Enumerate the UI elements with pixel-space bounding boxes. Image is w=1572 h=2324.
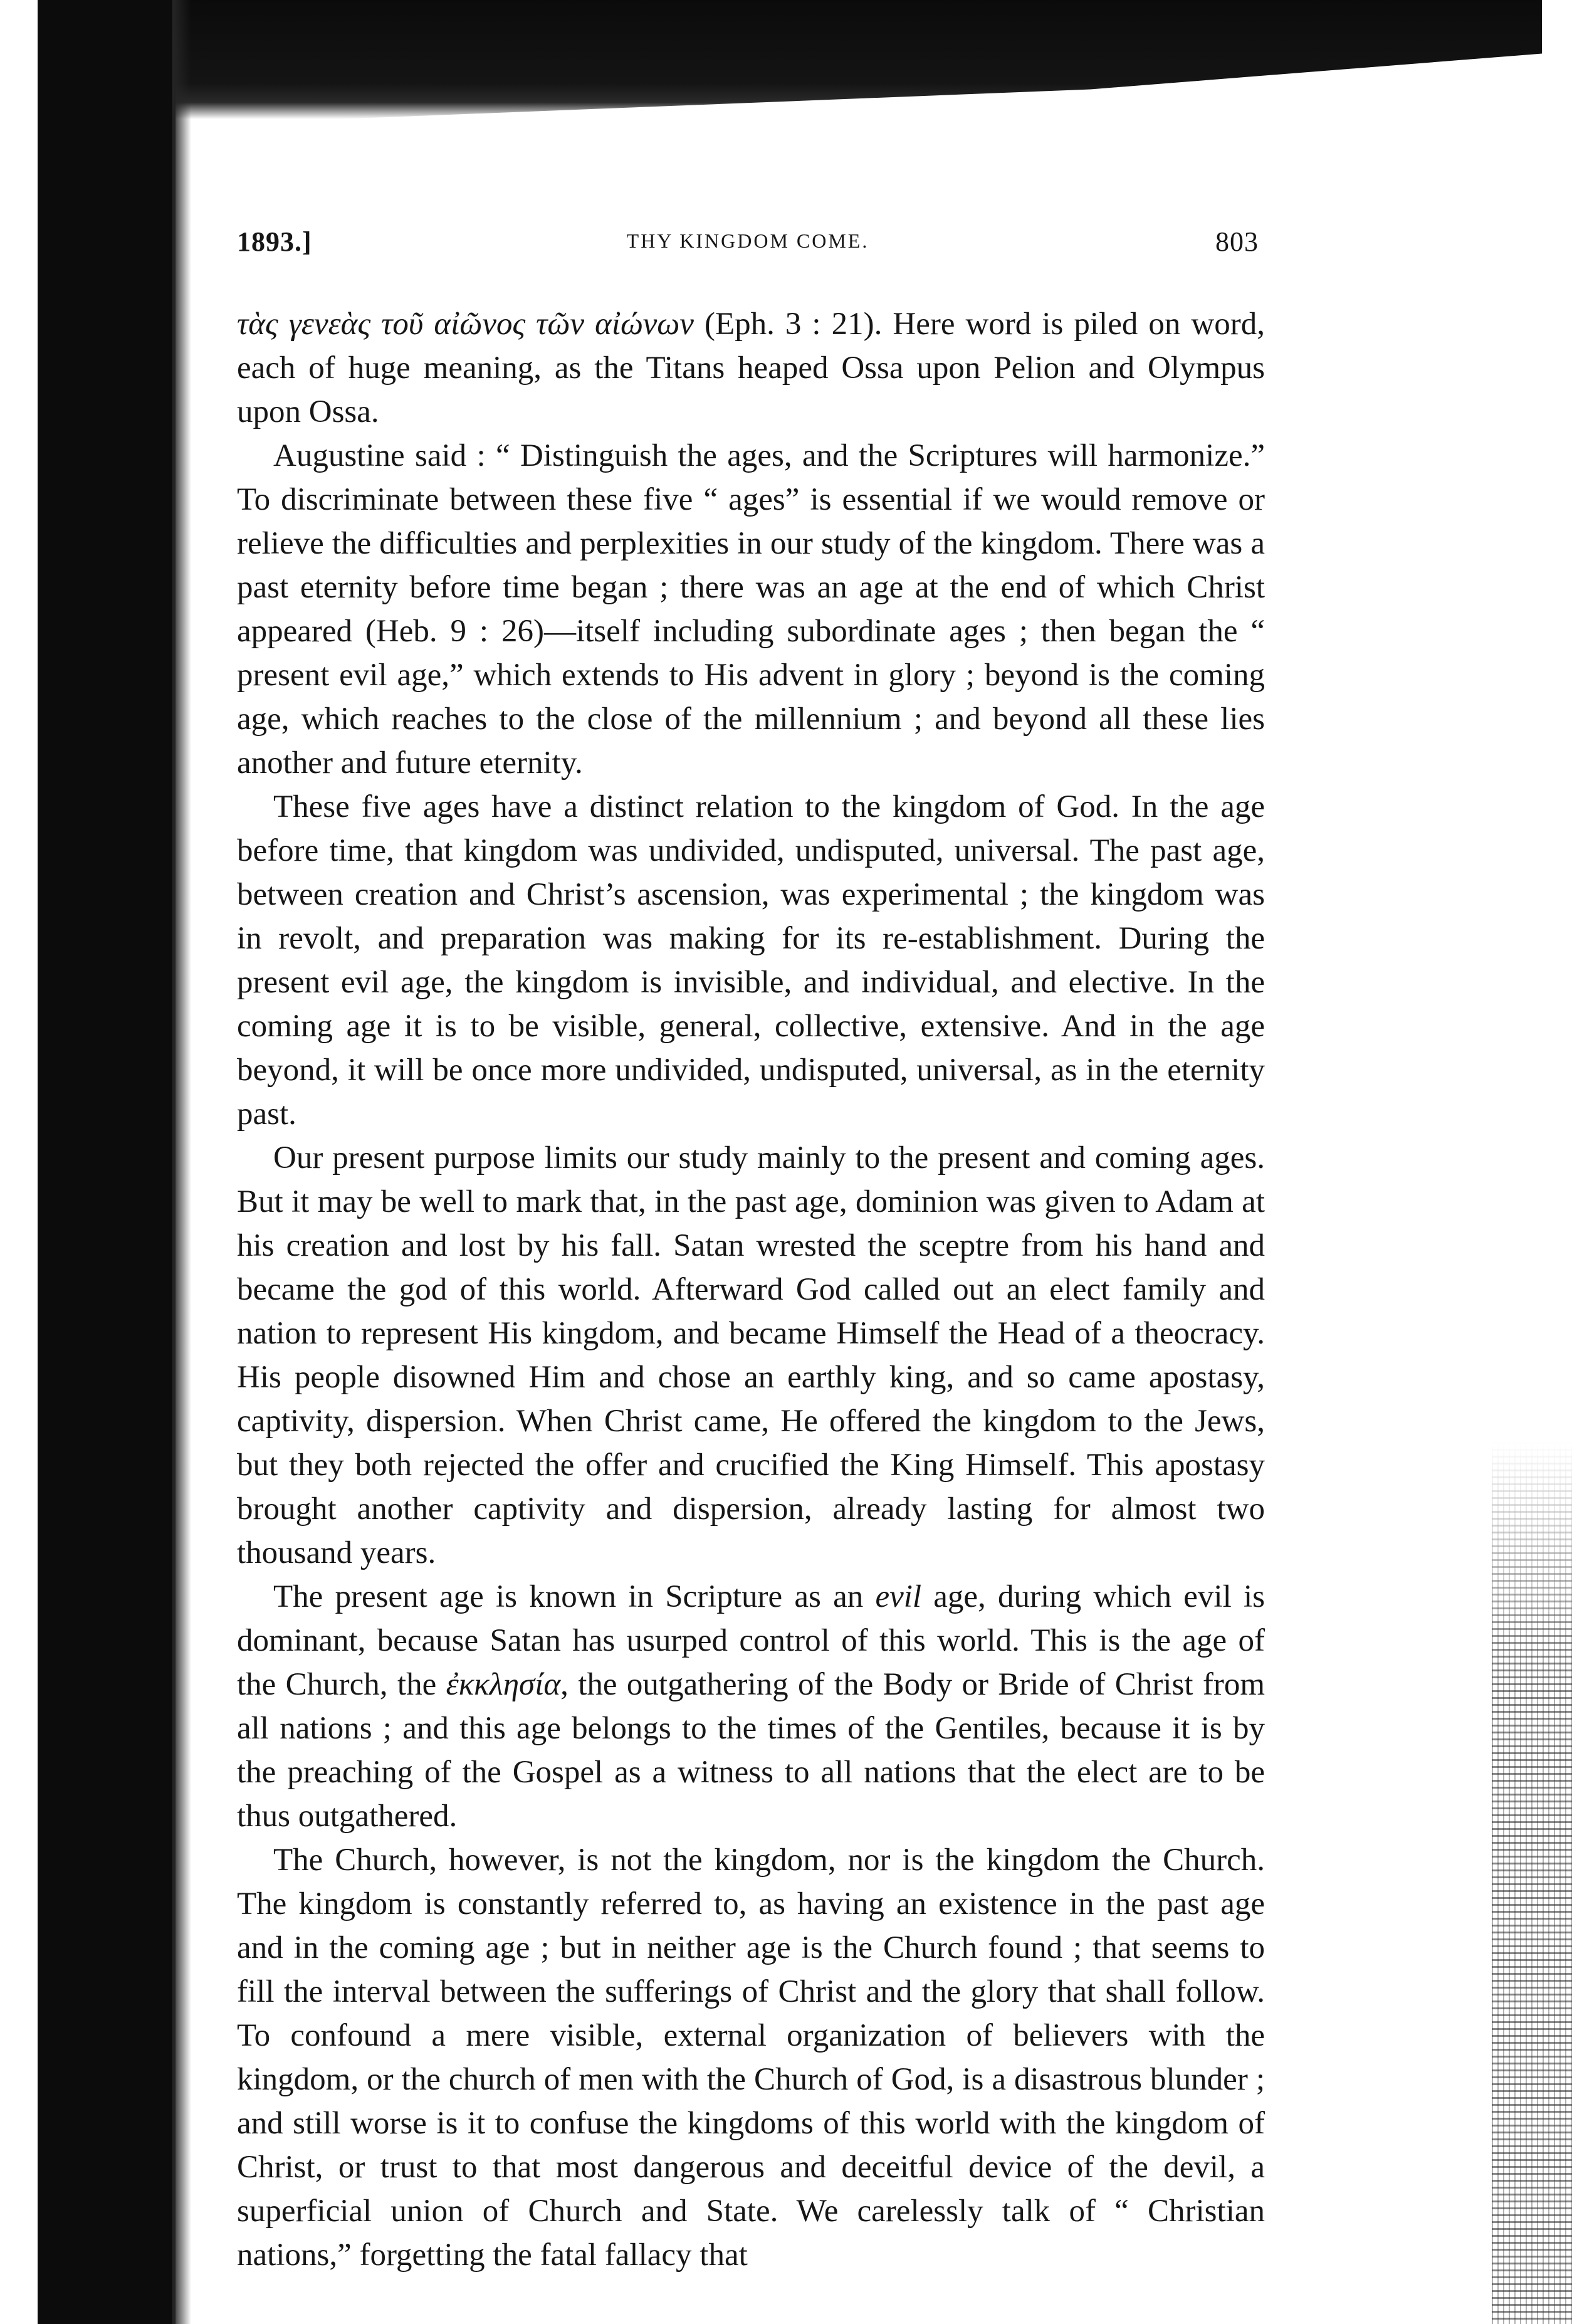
running-head	[237, 226, 1259, 270]
page-body	[237, 302, 1265, 2277]
paragraph-text: (Eph. 3 : 21). Here word is piled on word, each of huge meaning, as the Titans heaped Ossa upon Pelion and Olympus upon Ossa.	[237, 307, 1265, 429]
paragraph	[237, 434, 1265, 785]
scan-border-left-fade	[172, 0, 191, 2324]
paragraph	[237, 1575, 1265, 1838]
scan-edge-right	[1492, 1442, 1572, 2324]
greek-phrase: τὰς γενεὰς τοῦ αἰῶνος τῶν αἰώνων	[237, 307, 694, 342]
paragraph-text: These five ages have a distinct relation to the kingdom of God. In the age before time, that kingdom was undivided, undisputed, universal. The past age, between creation and Christ’s ascension, was experimental ; the kingdom was in revolt, and preparation was making for its re-establishment. During the present evil age, the kingdom is invisible, and individual, and elective. In the coming age it is to be visible, general, collective, extensive. And in the age beyond, it will be once more undivided, undisputed, universal, as in the eternity past.	[237, 789, 1265, 1132]
paragraph-text: The present age is known in Scripture as an	[273, 1579, 876, 1614]
emphasized-word: evil	[875, 1579, 922, 1614]
paragraph	[237, 785, 1265, 1136]
paragraph	[237, 1136, 1265, 1575]
paragraph-text: Augustine said : “ Distinguish the ages, and the Scriptures will harmonize.” To discriminate between these five “ ages” is essential if we would remove or relieve the difficulties and perplexities in our study of the kingdom. There was a past eternity before time began ; there was an age at the end of which Christ appeared (Heb. 9 : 26)—itself including subordinate ages ; then began the “ present evil age,” which extends to His advent in glory ; beyond is the coming age, which reaches to the close of the millennium ; and beyond all these lies another and future eternity.	[237, 438, 1265, 781]
page-number: 803	[1215, 226, 1259, 257]
running-head-year: 1893.]	[237, 226, 312, 257]
scan-border-left	[38, 0, 176, 2324]
paragraph-text: The Church, however, is not the kingdom, nor is the kingdom the Church. The kingdom is constantly referred to, as having an existence in the past age and in the coming age ; but in neither age is the Church found ; that seems to fill the interval between the sufferings of Christ and the glory that shall follow. To confound a mere visible, external organization of believers with the kingdom, or the church of men with the Church of God, is a disastrous blunder ; and still worse is it to confuse the kingdoms of this world with the kingdom of Christ, or trust to that most dangerous and deceitful device of the devil, a superficial union of Church and State. We carelessly talk of “ Christian nations,” forgetting the fatal fallacy that	[237, 1843, 1265, 2273]
paragraph-text: age, during which evil is dominant, because Satan has usurped control of this world. This is the age of the Church, the	[237, 1579, 1265, 1702]
running-head-title: THY KINGDOM COME.	[626, 229, 869, 252]
greek-phrase: ἐκκλησία	[446, 1667, 561, 1702]
paragraph	[237, 1838, 1265, 2277]
paragraph-text: , the outgathering of the Body or Bride of Christ from all nations ; and this age belongs to the times of the Gentiles, because it is by the preaching of the Gospel as a witness to all nations that the elect are to be thus outgathered.	[237, 1667, 1265, 1834]
paragraph	[237, 302, 1265, 434]
scan-border-top	[38, 0, 1542, 119]
paragraph-text: Our present purpose limits our study mainly to the present and coming ages. But it may be well to mark that, in the past age, dominion was given to Adam at his creation and lost by his fall. Satan wrested the sceptre from his hand and became the god of this world. Afterward God called out an elect family and nation to represent His kingdom, and became Himself the Head of a theocracy. His people disowned Him and chose an earthly king, and so came apostasy, captivity, dispersion. When Christ came, He offered the kingdom to the Jews, but they both rejected the offer and crucified the King Himself. This apostasy brought another captivity and dispersion, already lasting for almost two thousand years.	[237, 1140, 1265, 1570]
